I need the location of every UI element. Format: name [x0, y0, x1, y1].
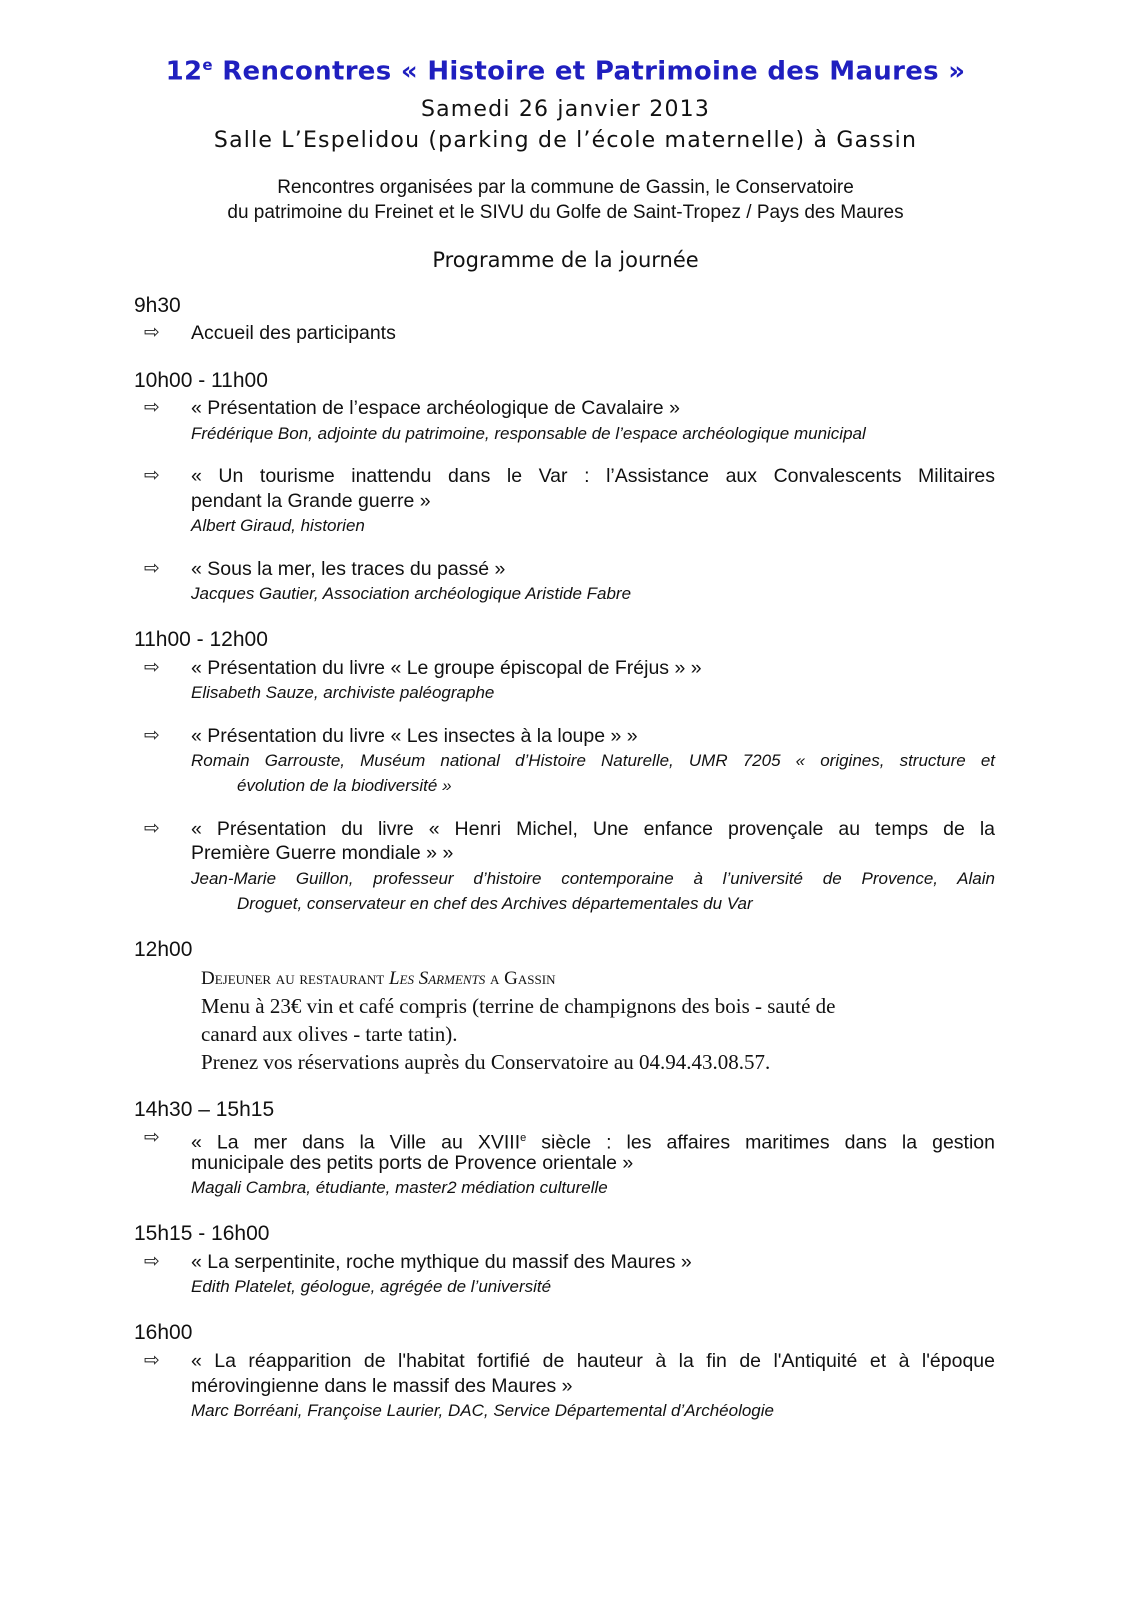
- arrow-right-icon: ⇨: [144, 1250, 160, 1272]
- event-date: Samedi 26 janvier 2013: [420, 97, 711, 122]
- arrow-right-icon: ⇨: [144, 1126, 160, 1148]
- session-title: « Présentation du livre « Le groupe épiscopal de Fréjus » »: [191, 657, 702, 679]
- arrow-right-icon: ⇨: [144, 321, 160, 343]
- title-part-b: siècle : les affaires maritimes dans la gestion: [526, 1131, 995, 1154]
- session-title-line-2: pendant la Grande guerre »: [191, 490, 431, 512]
- organizers-line-1: Rencontres organisées par la commune de Gassin, le Conservatoire: [277, 177, 854, 198]
- title-number: 12: [165, 56, 203, 87]
- session-speaker: Magali Cambra, étudiante, master2 médiation culturelle: [191, 1178, 608, 1197]
- menu-line-1: Menu à 23€ vin et café compris (terrine de champignons des bois - sauté de: [201, 994, 836, 1018]
- session-title-line-1: « La réapparition de l'habitat fortifié de hauteur à la fin de l'Antiquité et à l'époque: [191, 1350, 995, 1372]
- arrow-right-icon: ⇨: [144, 464, 160, 486]
- time-slot: 15h15 - 16h00: [134, 1222, 270, 1245]
- session-title: « Présentation de l’espace archéologique de Cavalaire »: [191, 397, 680, 419]
- session-title: « Sous la mer, les traces du passé »: [191, 558, 506, 580]
- arrow-right-icon: ⇨: [144, 1349, 160, 1371]
- time-slot: 16h00: [134, 1321, 193, 1344]
- time-slot: 9h30: [134, 294, 181, 317]
- session-title: Accueil des participants: [191, 322, 396, 344]
- title-text: Rencontres « Histoire et Patrimoine des Maures »: [212, 56, 966, 87]
- session-title-line-2: municipale des petits ports de Provence orientale »: [191, 1152, 634, 1174]
- session-speaker-line-2: évolution de la biodiversité »: [237, 776, 452, 795]
- arrow-right-icon: ⇨: [144, 724, 160, 746]
- reservation-note: Prenez vos réservations auprès du Conservatoire au 04.94.43.08.57.: [201, 1050, 771, 1074]
- session-title-line-1: « Présentation du livre « Henri Michel, Une enfance provençale au temps de la: [191, 818, 995, 840]
- time-slot: 14h30 – 15h15: [134, 1098, 275, 1121]
- programme-heading: Programme de la journée: [432, 248, 699, 272]
- session-speaker-line-1: Romain Garrouste, Muséum national d’Histoire Naturelle, UMR 7205 « origines, structure et: [191, 751, 995, 770]
- session-title-line-2: mérovingienne dans le massif des Maures »: [191, 1375, 573, 1397]
- menu-line-2: canard aux olives - tarte tatin).: [201, 1022, 458, 1046]
- restaurant-name: Les Sarments: [388, 968, 486, 989]
- title-part-a: « La mer dans la Ville au XVIII: [191, 1131, 521, 1154]
- session-title: « La serpentinite, roche mythique du massif des Maures »: [191, 1251, 692, 1273]
- arrow-right-icon: ⇨: [144, 396, 160, 418]
- time-slot: 11h00 - 12h00: [134, 628, 268, 651]
- session-speaker: Albert Giraud, historien: [191, 516, 365, 535]
- time-slot: 12h00: [134, 938, 193, 961]
- session-title-line-1: « Un tourisme inattendu dans le Var : l’Assistance aux Convalescents Militaires: [191, 465, 995, 487]
- session-speaker: Elisabeth Sauze, archiviste paléographe: [191, 683, 495, 702]
- title-superscript: e: [520, 1132, 527, 1144]
- session-speaker: Edith Platelet, géologue, agrégée de l’université: [191, 1277, 552, 1296]
- session-speaker: Marc Borréani, Françoise Laurier, DAC, Service Départemental d’Archéologie: [191, 1401, 774, 1420]
- session-title: « Présentation du livre « Les insectes à la loupe » »: [191, 725, 638, 747]
- event-title: [0, 56, 1131, 87]
- arrow-right-icon: ⇨: [144, 817, 160, 839]
- organizers-line-2: du patrimoine du Freinet et le SIVU du Golfe de Saint-Tropez / Pays des Maures: [227, 202, 904, 223]
- session-speaker-line-1: Jean-Marie Guillon, professeur d’histoire contemporaine à l’université de Provence, Alain: [191, 869, 995, 888]
- lunch-heading-c: a Gassin: [485, 968, 556, 989]
- arrow-right-icon: ⇨: [144, 656, 160, 678]
- lunch-heading: [201, 965, 991, 993]
- session-speaker-line-2: Droguet, conservateur en chef des Archives départementales du Var: [237, 894, 753, 913]
- event-venue: Salle L’Espelidou (parking de l’école maternelle) à Gassin: [213, 128, 918, 153]
- title-superscript: e: [202, 56, 213, 74]
- session-speaker: Jacques Gautier, Association archéologique Aristide Fabre: [191, 584, 632, 603]
- lunch-heading-a: Dejeuner au restaurant: [201, 968, 389, 989]
- session-speaker: Frédérique Bon, adjointe du patrimoine, responsable de l’espace archéologique municipal: [191, 424, 866, 443]
- session-title-line-2: Première Guerre mondiale » »: [191, 842, 454, 864]
- time-slot: 10h00 - 11h00: [134, 369, 268, 392]
- arrow-right-icon: ⇨: [144, 557, 160, 579]
